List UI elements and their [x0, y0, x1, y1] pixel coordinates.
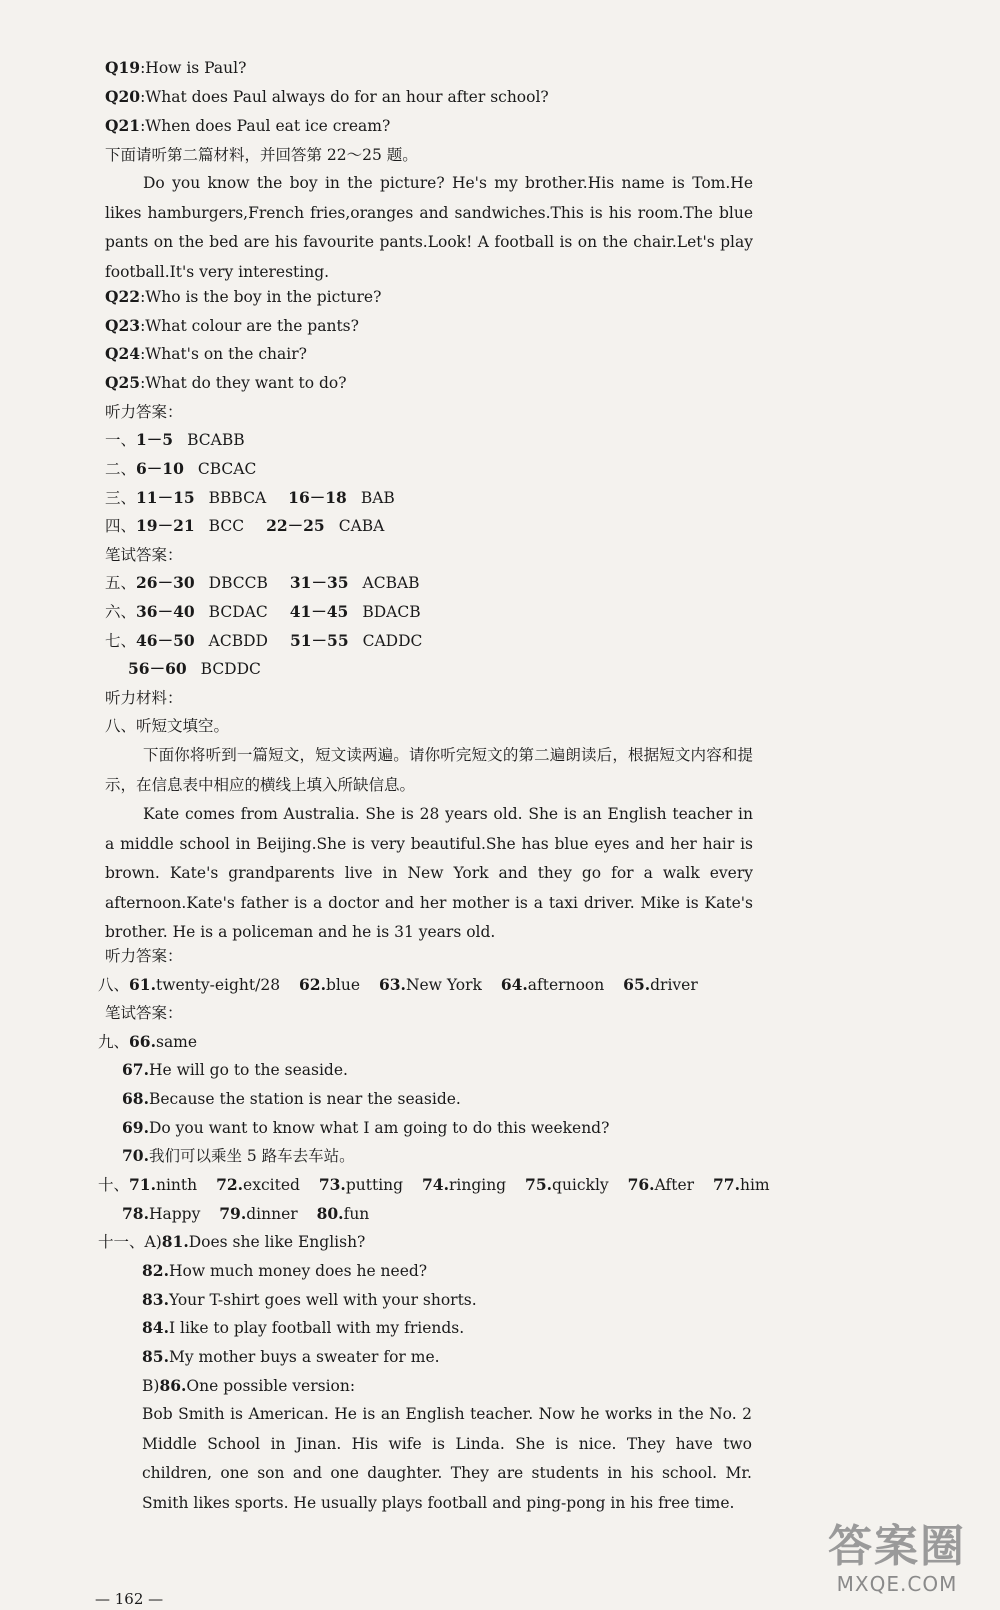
answer-row: 69.Do you want to know what I am going to do this weekend? [122, 1118, 610, 1137]
section-8-title: 八、听短文填空。 [105, 717, 230, 735]
passage-tom: Do you know the boy in the picture? He's my brother.His name is Tom.He likes hamburgers,French fries,oranges and sandwiches.This is his room.The blue pants on the bed are his favourite pants.Look! A football is on the chair.Let's play football.It's very interesting. [105, 174, 753, 281]
question-q25: Q25:What do they want to do? [105, 373, 347, 392]
answer-row: 九、66.same [98, 1032, 198, 1051]
answer-row: 56－60 BCDDC [128, 659, 261, 678]
section-8-instructions: 下面你将听到一篇短文，短文读两遍。请你听完短文的第二遍朗读后，根据短文内容和提示，在信息表中相应的横线上填入所缺信息。 [105, 746, 753, 794]
answer-row: 83.Your T-shirt goes well with your shorts. [142, 1290, 477, 1309]
answer-row: 70.我们可以乘坐 5 路车去车站。 [122, 1146, 355, 1165]
answer-row: 84.I like to play football with my friends. [142, 1318, 465, 1337]
question-q22: Q22:Who is the boy in the picture? [105, 287, 382, 306]
answer-row: 十、71.ninth 72.excited 73.putting 74.ringing 75.quickly 76.After 77.him [98, 1175, 770, 1194]
question-q23: Q23:What colour are the pants? [105, 316, 359, 335]
question-q21: Q21:When does Paul eat ice cream? [105, 116, 391, 135]
answer-row: 八、61.twenty-eight/28 62.blue 63.New York 64.afternoon 65.driver [98, 975, 698, 994]
model-essay: Bob Smith is American. He is an English teacher. Now he works in the No. 2 Middle School in Jinan. His wife is Linda. She is nice. They have two children, one son and one daughter. They are students in his school. Mr. Smith likes sports. He usually plays football and ping-pong in his free time. [142, 1405, 752, 1512]
answer-row: 七、46－50 ACBDD 51－55 CADDC [105, 631, 423, 650]
answer-row: 四、19－21 BCC 22－25 CABA [105, 516, 385, 535]
passage-kate: Kate comes from Australia. She is 28 years old. She is an English teacher in a middle school in Beijing.She is very beautiful.She has blue eyes and her hair is brown. Kate's grandparents live in New York and they go for a walk every afternoon.Kate's father is a doctor and her mother is a taxi driver. Mike is Kate's brother. He is a policeman and he is 31 years old. [105, 805, 753, 941]
answer-row: 五、26－30 DBCCB 31－35 ACBAB [105, 573, 420, 592]
question-q19: Q19:How is Paul? [105, 58, 247, 77]
listening-answers-label: 听力答案： [105, 403, 183, 421]
listening-answers-label: 听力答案： [105, 947, 183, 965]
listening-material-label: 听力材料： [105, 689, 183, 707]
page-number: — 162 — [95, 1590, 164, 1608]
answer-row: 68.Because the station is near the seaside. [122, 1089, 461, 1108]
written-answers-label: 笔试答案： [105, 1004, 183, 1022]
section-intro: 下面请听第二篇材料，并回答第 22～25 题。 [105, 146, 418, 164]
answer-row: 67.He will go to the seaside. [122, 1060, 348, 1079]
answer-row: 十一、A)81.Does she like English? [98, 1232, 366, 1251]
watermark-url: MXQE.COM [836, 1572, 958, 1596]
answer-row: 78.Happy 79.dinner 80.fun [122, 1204, 370, 1223]
answer-row: B)86.One possible version: [142, 1376, 356, 1395]
written-answers-label: 笔试答案： [105, 546, 183, 564]
question-q20: Q20:What does Paul always do for an hour after school? [105, 87, 549, 106]
watermark-logo [822, 1522, 972, 1602]
watermark-title: 答案圈 [828, 1521, 966, 1572]
question-q24: Q24:What's on the chair? [105, 344, 307, 363]
answer-row: 二、6－10 CBCAC [105, 459, 257, 478]
answer-row: 85.My mother buys a sweater for me. [142, 1347, 440, 1366]
answer-row: 82.How much money does he need? [142, 1261, 428, 1280]
answer-row: 一、1－5 BCABB [105, 430, 245, 449]
answer-row: 六、36－40 BCDAC 41－45 BDACB [105, 602, 421, 621]
answer-row: 三、11－15 BBBCA 16－18 BAB [105, 488, 395, 507]
